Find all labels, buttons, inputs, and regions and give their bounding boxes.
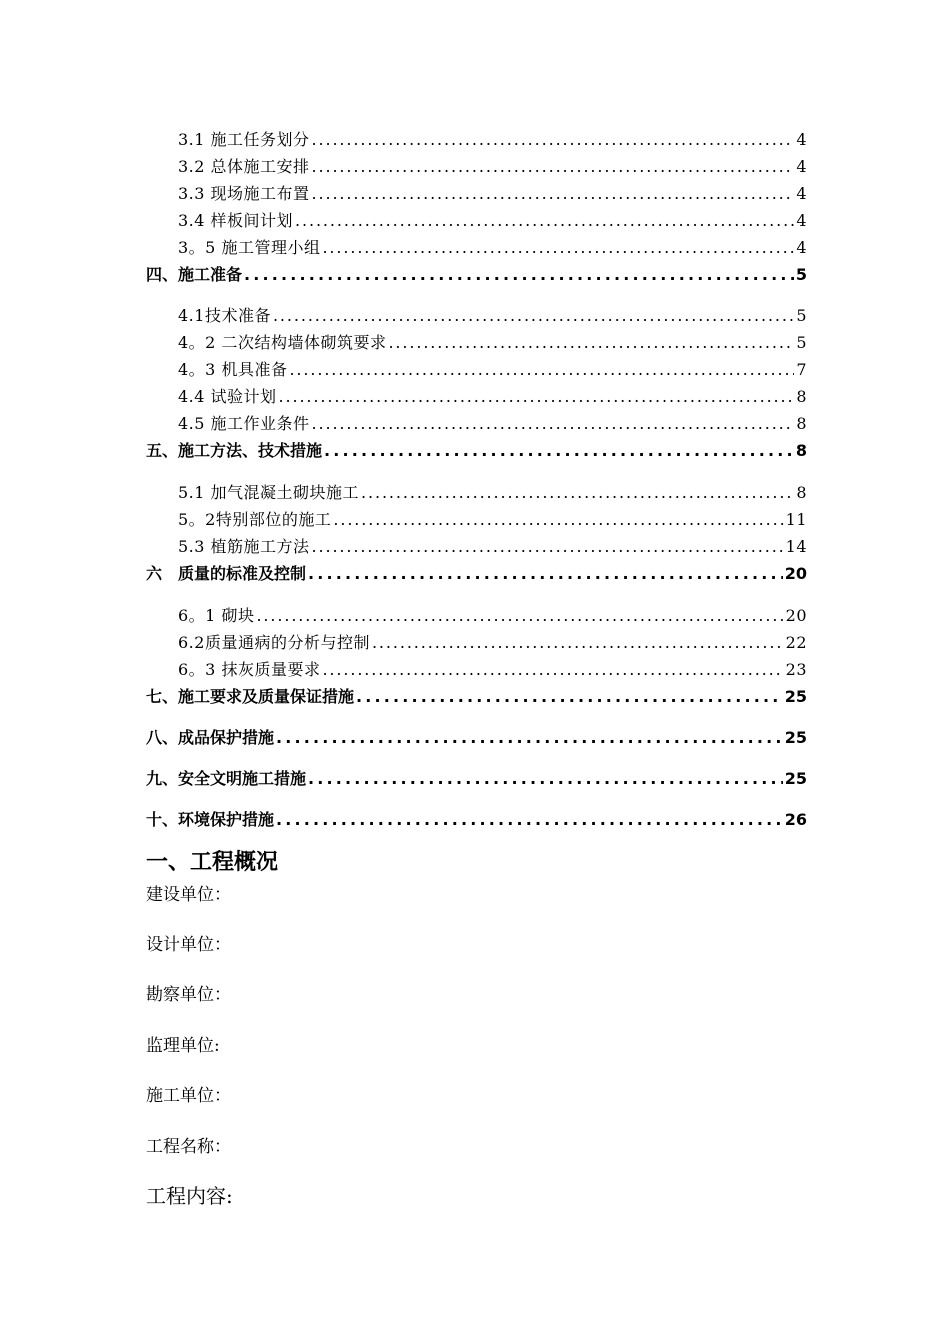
toc-leader-dots (361, 483, 794, 502)
toc-page-number: 4 (796, 237, 807, 257)
toc-entry-label: 3.3 现场施工布置 (178, 183, 310, 203)
toc-leader-dots (276, 810, 783, 829)
toc-leader-dots (244, 265, 794, 284)
section-heading: 一、工程概况 (146, 850, 279, 875)
field-label-design-unit: 设计单位： (146, 935, 231, 955)
toc-page-number: 20 (785, 605, 807, 625)
toc-entry[interactable] (0, 479, 950, 503)
toc-entry[interactable] (0, 683, 950, 707)
toc-page-number: 5 (795, 264, 807, 284)
toc-page-number: 25 (784, 686, 807, 706)
toc-entry[interactable] (0, 153, 950, 177)
field-label-construction-unit: 建设单位： (146, 885, 231, 905)
toc-page-number: 7 (796, 359, 807, 379)
toc-page-number: 23 (785, 659, 807, 679)
toc-entry-label: 十、环境保护措施 (146, 809, 275, 829)
toc-entry-label: 4.4 试验计划 (178, 386, 277, 406)
toc-entry-label: 五、施工方法、技术措施 (146, 440, 323, 460)
toc-entry[interactable] (0, 656, 950, 680)
toc-leader-dots (308, 769, 783, 788)
toc-page-number: 26 (784, 809, 807, 829)
toc-leader-dots (295, 211, 794, 230)
toc-leader-dots (276, 728, 783, 747)
toc-entry[interactable] (0, 724, 950, 748)
field-label-project-content: 工程内容: (146, 1184, 233, 1208)
toc-entry-label: 六 质量的标准及控制 (146, 563, 307, 583)
toc-entry-label: 6。1 砌块 (178, 605, 255, 625)
toc-page-number: 8 (796, 482, 807, 502)
toc-page-number: 20 (784, 563, 807, 583)
toc-entry[interactable] (0, 356, 950, 380)
toc-page-number: 8 (796, 386, 807, 406)
toc-entry-label: 5。2特别部位的施工 (178, 509, 332, 529)
toc-entry[interactable] (0, 410, 950, 434)
toc-page-number: 4 (796, 129, 807, 149)
toc-entry[interactable] (0, 506, 950, 530)
toc-leader-dots (256, 606, 783, 625)
toc-page-number: 4 (796, 156, 807, 176)
toc-entry-label: 3。5 施工管理小组 (178, 237, 321, 257)
toc-leader-dots (388, 333, 794, 352)
toc-entry[interactable] (0, 383, 950, 407)
toc-leader-dots (356, 687, 783, 706)
toc-leader-dots (308, 564, 783, 583)
toc-entry[interactable] (0, 126, 950, 150)
toc-page-number: 22 (785, 632, 807, 652)
toc-page-number: 14 (785, 536, 807, 556)
field-label-survey-unit: 勘察单位： (146, 985, 231, 1005)
toc-entry-label: 九、安全文明施工措施 (146, 768, 307, 788)
toc-entry-label: 5.3 植筋施工方法 (178, 536, 310, 556)
toc-page-number: 4 (796, 183, 807, 203)
toc-entry[interactable] (0, 560, 950, 584)
toc-entry[interactable] (0, 629, 950, 653)
toc-leader-dots (312, 414, 795, 433)
toc-leader-dots (273, 306, 794, 325)
toc-leader-dots (312, 537, 784, 556)
toc-leader-dots (322, 660, 783, 679)
toc-leader-dots (279, 387, 795, 406)
toc-leader-dots (324, 441, 794, 460)
toc-entry-label: 八、成品保护措施 (146, 727, 275, 747)
toc-entry[interactable] (0, 765, 950, 789)
field-label-supervision-unit: 监理单位: (146, 1036, 220, 1056)
toc-page-number: 5 (796, 332, 807, 352)
toc-page-number: 8 (796, 413, 807, 433)
toc-page-number: 4 (796, 210, 807, 230)
toc-entry[interactable] (0, 180, 950, 204)
toc-leader-dots (289, 360, 794, 379)
toc-entry[interactable] (0, 207, 950, 231)
toc-entry[interactable] (0, 261, 950, 285)
toc-entry-label: 3.1 施工任务划分 (178, 129, 310, 149)
toc-entry[interactable] (0, 329, 950, 353)
toc-leader-dots (372, 633, 784, 652)
toc-entry[interactable] (0, 302, 950, 326)
toc-page-number: 11 (785, 509, 807, 529)
toc-entry[interactable] (0, 437, 950, 461)
toc-entry-label: 3.2 总体施工安排 (178, 156, 310, 176)
field-label-contractor-unit: 施工单位： (146, 1086, 231, 1106)
toc-leader-dots (312, 157, 795, 176)
field-label-project-name: 工程名称： (146, 1137, 231, 1157)
toc-entry[interactable] (0, 234, 950, 258)
toc-page-number: 25 (784, 768, 807, 788)
toc-entry-label: 6。3 抹灰质量要求 (178, 659, 321, 679)
toc-entry[interactable] (0, 533, 950, 557)
toc-leader-dots (312, 130, 795, 149)
toc-page-number: 25 (784, 727, 807, 747)
toc-entry-label: 3.4 样板间计划 (178, 210, 294, 230)
toc-entry-label: 4。3 机具准备 (178, 359, 288, 379)
toc-leader-dots (312, 184, 795, 203)
toc-entry-label: 6.2质量通病的分析与控制 (178, 632, 370, 652)
toc-page-number: 8 (795, 440, 807, 460)
toc-entry-label: 5.1 加气混凝土砌块施工 (178, 482, 360, 502)
toc-entry-label: 七、施工要求及质量保证措施 (146, 686, 355, 706)
toc-page-number: 5 (796, 305, 807, 325)
toc-entry-label: 四、施工准备 (146, 264, 243, 284)
toc-entry-label: 4。2 二次结构墙体砌筑要求 (178, 332, 387, 352)
toc-entry-label: 4.5 施工作业条件 (178, 413, 310, 433)
toc-entry-label: 4.1技术准备 (178, 305, 271, 325)
toc-entry[interactable] (0, 602, 950, 626)
toc-leader-dots (333, 510, 783, 529)
toc-entry[interactable] (0, 806, 950, 830)
toc-leader-dots (322, 238, 794, 257)
